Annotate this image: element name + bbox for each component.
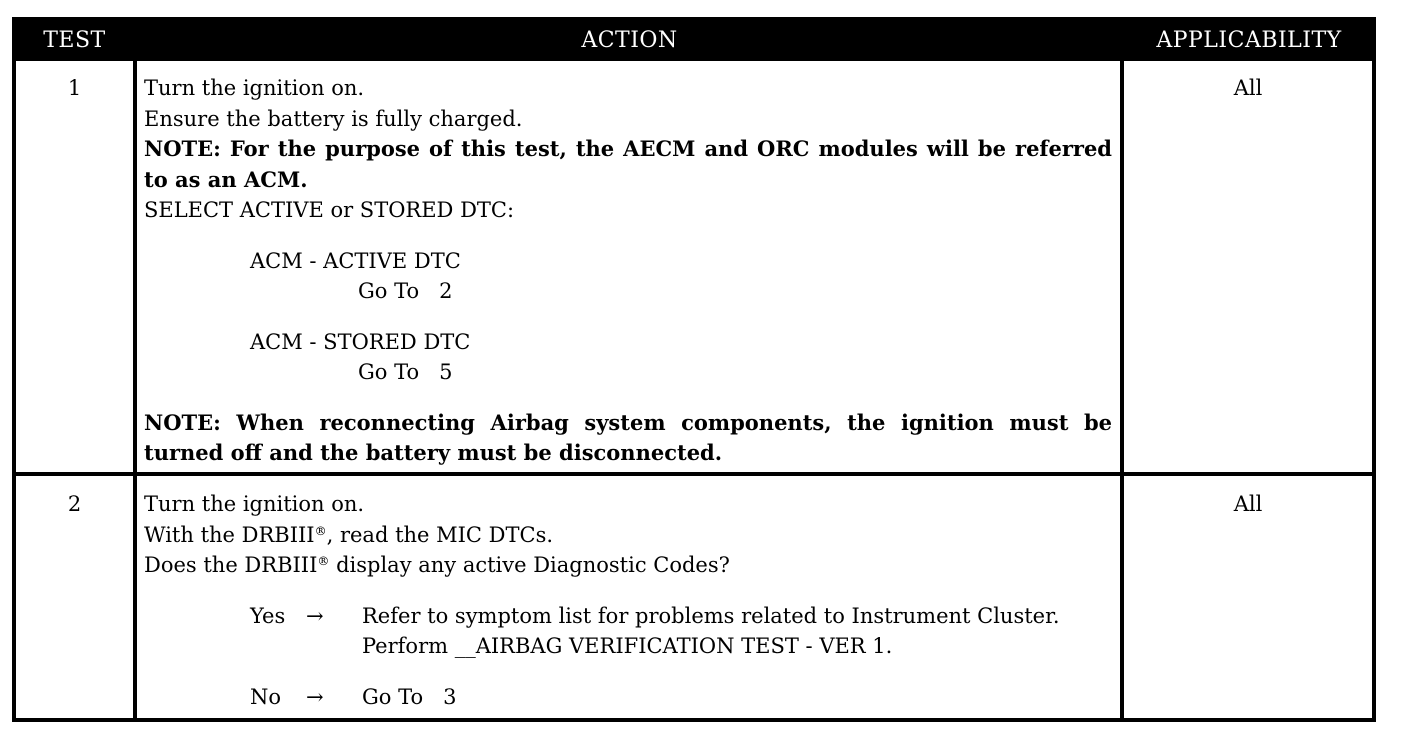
goto-step: Go To 5 [358,360,453,384]
header-applicability: APPLICABILITY [1156,28,1342,53]
action-line: Turn the ignition on. [144,76,365,100]
row-1-action [144,73,1112,469]
column-divider [133,61,137,718]
registered-mark: ® [317,554,330,568]
note: NOTE: When reconnecting Airbag system components, the ignition must be turned off and the battery must be disconnected. [144,409,1112,465]
action-line: SELECT ACTIVE or STORED DTC: [144,198,515,222]
no-label: No [250,684,282,709]
yes-branch [144,601,1119,662]
row-2-action [144,489,1119,712]
row-1-applicability: All [1233,76,1263,100]
option-active-dtc: ACM - ACTIVE DTC [250,248,461,273]
registered-mark: ® [314,523,327,538]
diagnostic-table [12,17,1376,722]
column-divider [1120,61,1124,718]
table-header [16,21,1372,61]
no-result: Go To 3 [362,684,457,709]
note: NOTE: For the purpose of this test, the AECM and ORC modules will be referred to as an ACM. [144,136,1112,192]
row-2-applicability: All [1233,492,1263,516]
yes-result: Perform __AIRBAG VERIFICATION TEST - VER 1. [362,634,893,658]
no-branch [144,682,1119,713]
row-2-test-number: 2 [67,492,82,516]
goto-step: Go To 2 [358,279,453,303]
row-divider [16,472,1372,476]
yes-result: Refer to symptom list for problems related to Instrument Cluster. [362,603,1060,628]
row-1-test-number: 1 [67,76,82,100]
action-line: Ensure the battery is fully charged. [144,106,523,131]
action-line: With the DRBIII®, read the MIC DTCs. [144,522,554,547]
action-line: Turn the ignition on. [144,492,365,516]
header-test: TEST [43,28,106,53]
yes-label: Yes [250,603,286,628]
action-line: Does the DRBIII® display any active Diagnostic Codes? [144,553,730,577]
option-stored-dtc: ACM - STORED DTC [250,329,471,354]
header-action: ACTION [581,28,678,53]
arrow-icon: → [306,684,324,709]
arrow-icon: → [306,603,324,628]
